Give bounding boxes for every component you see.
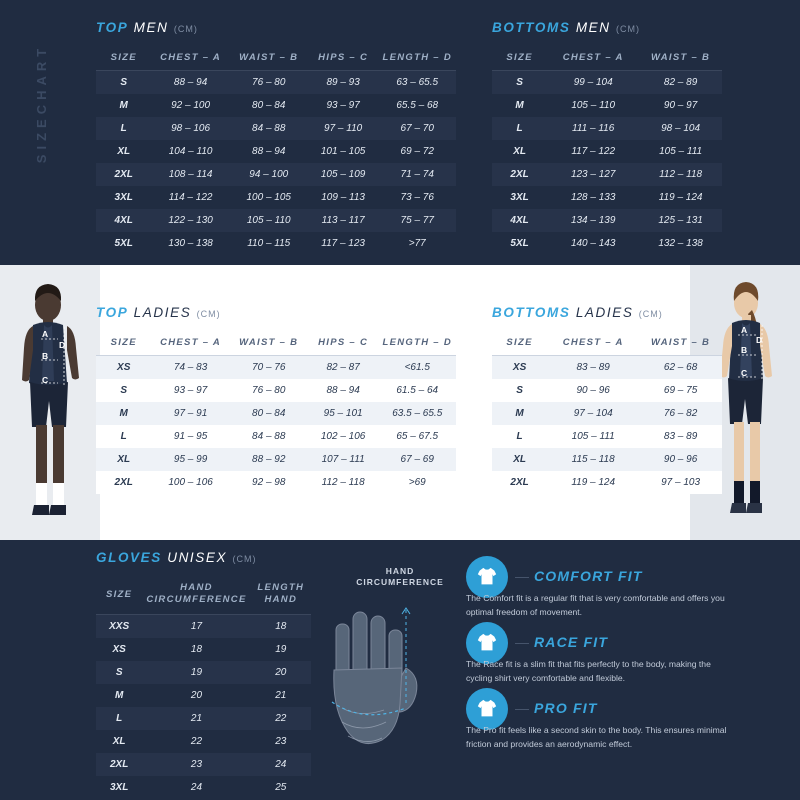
cell: 102 – 106 [320, 431, 366, 442]
table-header-row [96, 575, 311, 614]
cell: 93 – 97 [173, 385, 208, 396]
table-top-men [96, 45, 456, 255]
cell: 109 – 113 [321, 192, 365, 203]
comfort-fit-description: The Comfort fit is a regular fit that is very comfortable and offers you optimal freedom of movement. [466, 593, 725, 617]
table-title-bottoms-ladies [492, 305, 722, 320]
cell: 112 – 118 [321, 477, 365, 488]
cell: 97 – 104 [573, 408, 613, 419]
col-head: CHEST – A [547, 330, 639, 356]
cell: 76 – 80 [252, 385, 286, 396]
table-row [96, 94, 456, 117]
cell: 113 – 117 [321, 215, 365, 226]
cell: <61.5 [404, 362, 430, 373]
col-head: WAIST – B [639, 45, 722, 71]
cell: 80 – 84 [252, 100, 286, 111]
cell: 100 – 105 [246, 192, 291, 203]
cell-size: L [120, 123, 127, 134]
col-head: SIZE [96, 575, 142, 614]
cell: 24 [275, 758, 287, 770]
cell: 24 [190, 781, 203, 793]
cell: 97 – 110 [324, 123, 363, 134]
table-row [492, 94, 722, 117]
cell: 63 – 65.5 [396, 77, 439, 88]
fit-title-text: COMFORT FIT [534, 568, 643, 584]
cell: 117 – 122 [571, 146, 616, 157]
table-row [96, 614, 311, 638]
table-row [96, 356, 456, 380]
col-head: WAIST – B [230, 330, 308, 356]
cell: 20 [275, 666, 287, 678]
table-row [492, 425, 722, 448]
table-row [96, 425, 456, 448]
table-header-row [96, 330, 456, 356]
hand-illustration [310, 590, 440, 785]
cell-size: 2XL [114, 477, 133, 488]
cell: 128 – 133 [570, 192, 616, 203]
glove-illustration [310, 590, 440, 785]
fit-divider-1 [515, 577, 529, 578]
table-row [96, 402, 456, 425]
cell: 82 – 87 [326, 362, 360, 373]
marker-a-male: A [42, 329, 49, 339]
cell: 99 – 104 [573, 77, 613, 88]
cell: 73 – 76 [400, 192, 434, 203]
cell: 80 – 84 [252, 408, 286, 419]
fit-title-text: PRO FIT [534, 700, 598, 716]
cell: 134 – 139 [570, 215, 616, 226]
cell: 19 [190, 666, 203, 678]
cell-size: XS [512, 362, 527, 373]
marker-c-male: C [42, 375, 49, 385]
cell: 70 – 76 [252, 362, 286, 373]
title-part-1: BOTTOMS [492, 305, 571, 320]
cell: 18 [190, 643, 203, 655]
cell-size: 2XL [510, 169, 529, 180]
cell-size: 3XL [510, 192, 529, 203]
cell: 23 [275, 735, 287, 747]
col-head: SIZE [96, 330, 151, 356]
table-header-row [492, 45, 722, 71]
marker-a-female: A [741, 325, 748, 335]
cell: 65.5 – 68 [396, 100, 439, 111]
cell: 88 – 94 [173, 77, 208, 88]
cell: 84 – 88 [252, 123, 286, 134]
cell: 94 – 100 [249, 169, 289, 180]
table-row [492, 448, 722, 471]
cell: 105 – 110 [246, 215, 291, 226]
table-row [96, 117, 456, 140]
cell: 69 – 75 [663, 385, 698, 396]
cell-size: XL [513, 454, 526, 465]
title-unit: (CM) [232, 554, 257, 564]
cell: 95 – 99 [173, 454, 208, 465]
shirt-icon [476, 632, 498, 654]
col-head: LENGTH – D [378, 45, 456, 71]
table-row [96, 186, 456, 209]
cell: 104 – 110 [168, 146, 213, 157]
table-row [492, 117, 722, 140]
cell: >69 [408, 477, 426, 488]
table-row [96, 140, 456, 163]
cell: 61.5 – 64 [396, 385, 439, 396]
cell-size: XL [112, 735, 126, 747]
col-head: SIZE [492, 330, 547, 356]
vertical-sizechart-label: SIZECHART [34, 43, 50, 164]
cell-size: M [515, 408, 524, 419]
cell: 97 – 103 [661, 477, 701, 488]
cell-size: M [114, 689, 124, 701]
cell-size: L [116, 712, 123, 724]
cell-size: 5XL [114, 238, 133, 249]
title-part-2: LADIES [575, 305, 634, 320]
col-head: SIZE [96, 45, 151, 71]
race-fit-title [534, 634, 608, 650]
cell: 130 – 138 [168, 238, 213, 249]
cell: 125 – 131 [658, 215, 703, 226]
table-row [96, 471, 456, 494]
pro-fit-title [534, 700, 598, 716]
cell: 100 – 106 [168, 477, 213, 488]
glove-circumference-label: HAND CIRCUMFERENCE [356, 566, 444, 588]
table-row [492, 186, 722, 209]
cell-size: S [120, 385, 128, 396]
cell-size: 2XL [510, 477, 529, 488]
table-row [96, 209, 456, 232]
col-head: CHEST – A [151, 45, 229, 71]
cell: 90 – 97 [663, 100, 698, 111]
cell: 83 – 89 [663, 431, 698, 442]
col-head: HAND CIRCUMFERENCE [142, 575, 250, 614]
cell: 88 – 94 [326, 385, 360, 396]
table-block-top-men [96, 20, 456, 255]
cell: 93 – 97 [326, 100, 360, 111]
table-block-bottoms-ladies [492, 305, 722, 494]
comfort-fit-title [534, 568, 643, 584]
table-row [492, 140, 722, 163]
cell: 92 – 100 [171, 100, 211, 111]
table-header-row [492, 330, 722, 356]
cell-size: M [119, 408, 128, 419]
cell-size: M [515, 100, 524, 111]
cell-size: XXS [109, 620, 130, 632]
cell-size: XS [112, 643, 126, 655]
col-head: SIZE [492, 45, 547, 71]
cell: 21 [275, 689, 287, 701]
cell-size: XL [513, 146, 526, 157]
cell: 132 – 138 [658, 238, 703, 249]
cell-size: S [115, 666, 123, 678]
cell: 23 [190, 758, 203, 770]
title-unit: (CM) [196, 309, 221, 319]
cell: 98 – 104 [661, 123, 701, 134]
cell: 67 – 70 [400, 123, 434, 134]
cell: 107 – 111 [321, 454, 365, 465]
cell: 18 [275, 620, 287, 632]
pro-fit-description: The Pro fit feels like a second skin to the body. This ensures minimal friction and provides an aerodynamic effect. [466, 725, 727, 749]
table-row [492, 163, 722, 186]
cell: 123 – 127 [570, 169, 616, 180]
table-title-bottoms-men [492, 20, 722, 35]
cell: 74 – 83 [173, 362, 208, 373]
cell: 71 – 74 [400, 169, 434, 180]
cell-size: XS [117, 362, 131, 373]
title-part-1: BOTTOMS [492, 20, 571, 35]
table-row [96, 776, 311, 799]
shirt-icon [476, 566, 498, 588]
table-block-top-ladies [96, 305, 456, 494]
cell: 17 [190, 620, 203, 632]
marker-c-female: C [741, 368, 748, 378]
cell: 83 – 89 [576, 362, 610, 373]
table-row [492, 379, 722, 402]
photo-male-model [0, 265, 100, 540]
cell: 25 [275, 781, 287, 793]
cell: 62 – 68 [663, 362, 698, 373]
title-part-2: LADIES [133, 305, 192, 320]
cell: 101 – 105 [320, 146, 366, 157]
cell: >77 [408, 238, 426, 249]
cell: 65 – 67.5 [396, 431, 439, 442]
cell-size: L [516, 431, 523, 442]
col-head: LENGTH HAND [251, 575, 311, 614]
cell: 69 – 72 [400, 146, 434, 157]
cell-size: XL [117, 454, 131, 465]
cell: 105 – 111 [659, 146, 703, 157]
table-row [492, 209, 722, 232]
table-row [492, 402, 722, 425]
table-row [96, 232, 456, 255]
table-row [96, 684, 311, 707]
cell-size: 4XL [510, 215, 529, 226]
cell: 88 – 92 [252, 454, 286, 465]
cell: 82 – 89 [663, 77, 698, 88]
title-part-2: UNISEX [167, 550, 228, 565]
cell-size: XL [117, 146, 131, 157]
cell: 90 – 96 [576, 385, 610, 396]
male-model-illustration [0, 265, 100, 540]
table-title-gloves [96, 550, 311, 565]
marker-b-female: B [741, 345, 748, 355]
table-row [492, 356, 722, 380]
cell: 22 [275, 712, 287, 724]
table-block-bottoms-men [492, 20, 722, 255]
cell-size: 5XL [510, 238, 529, 249]
table-row [96, 730, 311, 753]
cell: 76 – 80 [252, 77, 286, 88]
table-row [96, 707, 311, 730]
cell: 108 – 114 [168, 169, 213, 180]
cell: 105 – 111 [571, 431, 615, 442]
cell-size: 2XL [109, 758, 129, 770]
title-unit: (CM) [173, 24, 198, 34]
title-part-2: MEN [575, 20, 611, 35]
cell: 88 – 94 [252, 146, 286, 157]
title-part-1: GLOVES [96, 550, 162, 565]
table-row [96, 448, 456, 471]
title-part-1: TOP [96, 20, 129, 35]
table-row [96, 163, 456, 186]
cell: 122 – 130 [168, 215, 213, 226]
col-head: HIPS – C [308, 45, 379, 71]
cell: 95 – 101 [323, 408, 363, 419]
marker-b-male: B [42, 351, 49, 361]
cell: 20 [190, 689, 203, 701]
fit-divider-3 [515, 709, 529, 710]
cell: 75 – 77 [400, 215, 434, 226]
table-row [492, 232, 722, 255]
table-gloves [96, 575, 311, 799]
title-part-2: MEN [133, 20, 169, 35]
table-header-row [96, 45, 456, 71]
marker-d-male: D [59, 340, 66, 350]
cell: 22 [190, 735, 203, 747]
cell: 111 – 116 [572, 123, 615, 134]
shirt-icon [476, 698, 498, 720]
cell: 105 – 109 [320, 169, 366, 180]
cell: 92 – 98 [252, 477, 286, 488]
cell-size: 4XL [114, 215, 133, 226]
table-row [492, 71, 722, 95]
table-row [96, 379, 456, 402]
cell: 140 – 143 [570, 238, 616, 249]
cell: 115 – 118 [571, 454, 615, 465]
col-head: WAIST – B [230, 45, 308, 71]
col-head: HIPS – C [308, 330, 379, 356]
cell: 76 – 82 [663, 408, 698, 419]
cell: 19 [275, 643, 287, 655]
cell: 105 – 110 [571, 100, 616, 111]
cell: 110 – 115 [247, 238, 291, 249]
fit-title-text: RACE FIT [534, 634, 609, 650]
table-row [96, 753, 311, 776]
col-head: LENGTH – D [378, 330, 456, 356]
cell: 117 – 123 [321, 238, 365, 249]
cell: 119 – 124 [658, 192, 703, 203]
cell-size: 3XL [109, 781, 129, 793]
title-unit: (CM) [638, 309, 663, 319]
col-head: CHEST – A [547, 45, 639, 71]
table-block-gloves [96, 550, 311, 799]
col-head: WAIST – B [639, 330, 722, 356]
cell-size: S [516, 77, 523, 88]
cell: 67 – 69 [400, 454, 434, 465]
table-row [96, 638, 311, 661]
table-bottoms-ladies [492, 330, 722, 494]
cell: 119 – 124 [571, 477, 616, 488]
cell-size: 3XL [114, 192, 133, 203]
cell: 89 – 93 [326, 77, 360, 88]
table-title-top-men [96, 20, 456, 35]
cell: 98 – 106 [171, 123, 211, 134]
cell-size: S [120, 77, 128, 88]
cell: 90 – 96 [663, 454, 698, 465]
cell: 97 – 91 [173, 408, 208, 419]
cell: 114 – 122 [168, 192, 213, 203]
table-title-top-ladies [96, 305, 456, 320]
cell: 21 [190, 712, 203, 724]
cell-size: S [516, 385, 523, 396]
table-row [96, 71, 456, 95]
cell: 91 – 95 [173, 431, 208, 442]
cell-size: L [120, 431, 127, 442]
fit-divider-2 [515, 643, 529, 644]
marker-d-female: D [756, 335, 763, 345]
cell-size: 2XL [114, 169, 133, 180]
race-fit-description: The Race fit is a slim fit that fits perfectly to the body, making the cycling shirt very comfortable and flexible. [466, 659, 711, 683]
cell: 84 – 88 [252, 431, 286, 442]
cell-size: M [119, 100, 128, 111]
table-row [492, 471, 722, 494]
table-bottoms-men [492, 45, 722, 255]
cell: 63.5 – 65.5 [392, 408, 443, 419]
table-row [96, 661, 311, 684]
cell-size: L [516, 123, 523, 134]
col-head: CHEST – A [151, 330, 229, 356]
title-part-1: TOP [96, 305, 129, 320]
cell: 112 – 118 [659, 169, 703, 180]
title-unit: (CM) [615, 24, 640, 34]
table-top-ladies [96, 330, 456, 494]
